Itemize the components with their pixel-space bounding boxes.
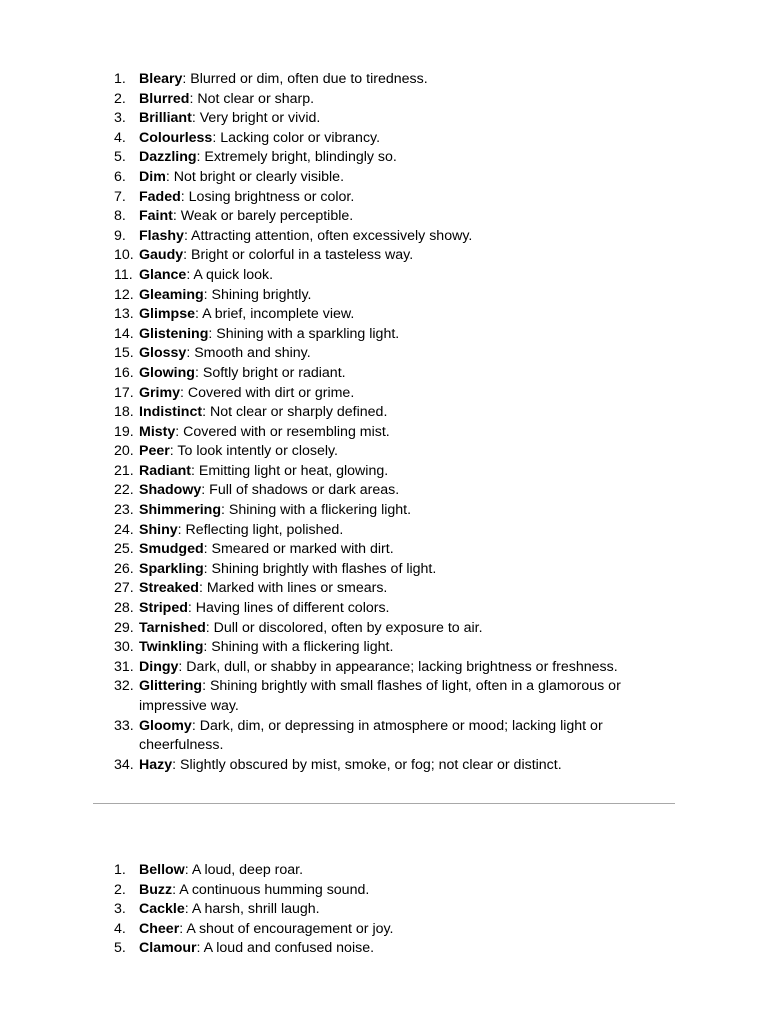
- list-item-term: Glittering: [139, 678, 203, 695]
- list-item-term: Colourless: [139, 129, 213, 146]
- list-item-number: 8.: [114, 208, 126, 225]
- list-item-number: 16.: [114, 364, 134, 381]
- list-item: [114, 501, 674, 521]
- list-item-term: Indistinct: [139, 404, 203, 421]
- list-item-number: 3.: [114, 901, 126, 918]
- list-item-number: 20.: [114, 443, 134, 460]
- list-item-term: Shiny: [139, 521, 178, 538]
- list-item-number: 25.: [114, 541, 134, 558]
- list-item-number: 18.: [114, 404, 134, 421]
- list-item-definition: : Smooth and shiny.: [186, 345, 311, 362]
- list-item: [114, 90, 674, 110]
- list-item-term: Shadowy: [139, 482, 202, 499]
- list-item: [114, 286, 674, 306]
- word-list-sight: [114, 70, 674, 775]
- list-item-term: Streaked: [139, 580, 199, 597]
- list-item-number: 3.: [114, 110, 126, 127]
- list-item: [114, 638, 674, 658]
- list-item-definition: : To look intently or closely.: [169, 443, 338, 460]
- list-item-number: 1.: [114, 862, 126, 878]
- list-item-definition: : Not clear or sharp.: [189, 90, 315, 107]
- list-item-definition: : Very bright or vivid.: [191, 110, 321, 127]
- list-item: [114, 677, 674, 716]
- list-item-definition: : Emitting light or heat, glowing.: [191, 462, 389, 479]
- list-item-definition: : Slightly obscured by mist, smoke, or fog; not clear or distinct.: [172, 756, 562, 773]
- list-item-number: 10.: [114, 247, 134, 264]
- list-item-number: 1.: [114, 71, 126, 87]
- list-item-number: 23.: [114, 502, 134, 519]
- list-item-definition: : A quick look.: [186, 266, 274, 283]
- list-item-term: Gleaming: [139, 286, 204, 303]
- list-item-term: Shimmering: [139, 502, 221, 519]
- list-item-number: 32.: [114, 678, 134, 695]
- list-item: [114, 540, 674, 560]
- list-item-definition: : Shining brightly with small flashes of light, often in a glamorous or impressive way.: [139, 678, 621, 714]
- list-item-definition: : Shining with a flickering light.: [221, 502, 412, 519]
- list-item: [114, 364, 674, 384]
- list-item-definition: : Reflecting light, polished.: [177, 521, 344, 538]
- list-item-definition: : Lacking color or vibrancy.: [212, 129, 381, 146]
- list-item: [114, 717, 674, 756]
- list-item: [114, 148, 674, 168]
- list-item-definition: : A harsh, shrill laugh.: [184, 901, 320, 918]
- list-item: [114, 481, 674, 501]
- list-item: [114, 344, 674, 364]
- horizontal-divider: [93, 803, 675, 804]
- list-item: [114, 227, 674, 247]
- list-item-number: 17.: [114, 384, 134, 401]
- list-item-term: Misty: [139, 423, 176, 440]
- list-item-term: Dingy: [139, 658, 179, 675]
- list-item: [114, 658, 674, 678]
- list-item-definition: : Shining with a flickering light.: [203, 639, 394, 656]
- list-item-term: Bellow: [139, 862, 185, 878]
- list-item-term: Glance: [139, 266, 187, 283]
- list-item: [114, 188, 674, 208]
- list-item: [114, 403, 674, 423]
- list-item-number: 30.: [114, 639, 134, 656]
- list-item-number: 28.: [114, 600, 134, 617]
- list-item-number: 7.: [114, 188, 126, 205]
- list-item-term: Gloomy: [139, 717, 192, 734]
- list-item: [114, 619, 674, 639]
- list-item: [114, 560, 674, 580]
- list-item: [114, 305, 674, 325]
- list-item-definition: : Weak or barely perceptible.: [172, 208, 354, 225]
- list-item-definition: : Covered with or resembling mist.: [175, 423, 390, 440]
- list-item-term: Twinkling: [139, 639, 204, 656]
- list-item-definition: : Bright or colorful in a tasteless way.: [183, 247, 414, 264]
- list-item-definition: : Blurred or dim, often due to tiredness.: [182, 71, 428, 87]
- list-item-term: Brilliant: [139, 110, 192, 127]
- list-item-term: Buzz: [139, 881, 173, 898]
- list-item-term: Cheer: [139, 920, 180, 937]
- list-item-definition: : A loud, deep roar.: [184, 862, 304, 878]
- list-item-number: 21.: [114, 462, 134, 479]
- list-item-term: Hazy: [139, 756, 173, 773]
- list-item-definition: : Covered with dirt or grime.: [180, 384, 355, 401]
- list-item: [114, 881, 674, 901]
- list-item-term: Glimpse: [139, 306, 195, 323]
- list-item-term: Dazzling: [139, 149, 197, 166]
- list-item-definition: : Shining with a sparkling light.: [208, 325, 400, 342]
- list-item-term: Cackle: [139, 901, 185, 918]
- list-item-definition: : A loud and confused noise.: [196, 940, 375, 957]
- list-item-definition: : Extremely bright, blindingly so.: [196, 149, 397, 166]
- list-item: [114, 920, 674, 940]
- list-item-number: 19.: [114, 423, 134, 440]
- list-item-definition: : Attracting attention, often excessively showy.: [183, 227, 473, 244]
- list-item-definition: : Shining brightly.: [203, 286, 312, 303]
- list-item-number: 33.: [114, 717, 134, 734]
- list-item-number: 12.: [114, 286, 134, 303]
- list-item-number: 34.: [114, 756, 134, 773]
- list-item-number: 2.: [114, 881, 126, 898]
- list-item-term: Grimy: [139, 384, 181, 401]
- list-item-number: 15.: [114, 345, 134, 362]
- list-item-number: 9.: [114, 227, 126, 244]
- list-item-term: Dim: [139, 168, 166, 185]
- list-item: [114, 939, 674, 959]
- list-item-definition: : Shining brightly with flashes of light.: [203, 560, 437, 577]
- list-item-definition: : Softly bright or radiant.: [194, 364, 346, 381]
- list-item: [114, 756, 674, 776]
- list-item-definition: : A shout of encouragement or joy.: [179, 920, 394, 937]
- list-item: [114, 900, 674, 920]
- list-item-number: 31.: [114, 658, 134, 675]
- list-item: [114, 384, 674, 404]
- list-item: [114, 266, 674, 286]
- list-item-number: 5.: [114, 149, 126, 166]
- list-item: [114, 599, 674, 619]
- list-item-term: Blurred: [139, 90, 190, 107]
- list-item-definition: : Dark, dull, or shabby in appearance; lacking brightness or freshness.: [178, 658, 618, 675]
- list-item: [114, 168, 674, 188]
- list-item-term: Clamour: [139, 940, 197, 957]
- list-item: [114, 70, 674, 90]
- list-item-number: 29.: [114, 619, 134, 636]
- list-item-definition: : Marked with lines or smears.: [198, 580, 388, 597]
- list-item-number: 4.: [114, 920, 126, 937]
- list-item-term: Striped: [139, 600, 188, 617]
- list-item-term: Bleary: [139, 71, 183, 87]
- list-item-definition: : A continuous humming sound.: [172, 881, 370, 898]
- list-item: [114, 207, 674, 227]
- list-item-definition: : Not bright or clearly visible.: [165, 168, 345, 185]
- list-item-term: Faint: [139, 208, 173, 225]
- list-item-number: 5.: [114, 940, 126, 957]
- list-item-definition: : Losing brightness or color.: [180, 188, 355, 205]
- list-item: [114, 861, 674, 881]
- list-item: [114, 109, 674, 129]
- list-item-definition: : Dull or discolored, often by exposure to air.: [205, 619, 483, 636]
- list-item-number: 27.: [114, 580, 134, 597]
- list-item-definition: : Smeared or marked with dirt.: [203, 541, 394, 558]
- list-item-term: Faded: [139, 188, 181, 205]
- list-item-number: 4.: [114, 129, 126, 146]
- list-item-number: 14.: [114, 325, 134, 342]
- list-item-definition: : Full of shadows or dark areas.: [201, 482, 400, 499]
- list-item-number: 2.: [114, 90, 126, 107]
- list-item-term: Smudged: [139, 541, 204, 558]
- list-item-number: 11.: [114, 266, 133, 283]
- list-item-term: Sparkling: [139, 560, 204, 577]
- list-item: [114, 325, 674, 345]
- list-item-number: 6.: [114, 168, 126, 185]
- list-item: [114, 442, 674, 462]
- list-item-term: Glowing: [139, 364, 195, 381]
- list-item-term: Glistening: [139, 325, 209, 342]
- list-item-term: Radiant: [139, 462, 192, 479]
- list-item: [114, 521, 674, 541]
- list-item-term: Peer: [139, 443, 170, 460]
- list-item: [114, 129, 674, 149]
- list-item-term: Glossy: [139, 345, 187, 362]
- list-item: [114, 579, 674, 599]
- list-item-term: Gaudy: [139, 247, 184, 264]
- list-item-term: Flashy: [139, 227, 184, 244]
- list-item: [114, 423, 674, 443]
- list-item-number: 24.: [114, 521, 134, 538]
- list-item-term: Tarnished: [139, 619, 206, 636]
- list-item-number: 26.: [114, 560, 134, 577]
- list-item-definition: : A brief, incomplete view.: [194, 306, 355, 323]
- word-list-sound: [114, 861, 674, 959]
- list-item: [114, 246, 674, 266]
- list-item-number: 22.: [114, 482, 134, 499]
- list-item-definition: : Having lines of different colors.: [187, 600, 390, 617]
- list-item: [114, 462, 674, 482]
- list-item-definition: : Not clear or sharply defined.: [202, 404, 388, 421]
- list-item-number: 13.: [114, 306, 134, 323]
- list-item-definition: : Dark, dim, or depressing in atmosphere or mood; lacking light or cheerfulness.: [139, 717, 603, 754]
